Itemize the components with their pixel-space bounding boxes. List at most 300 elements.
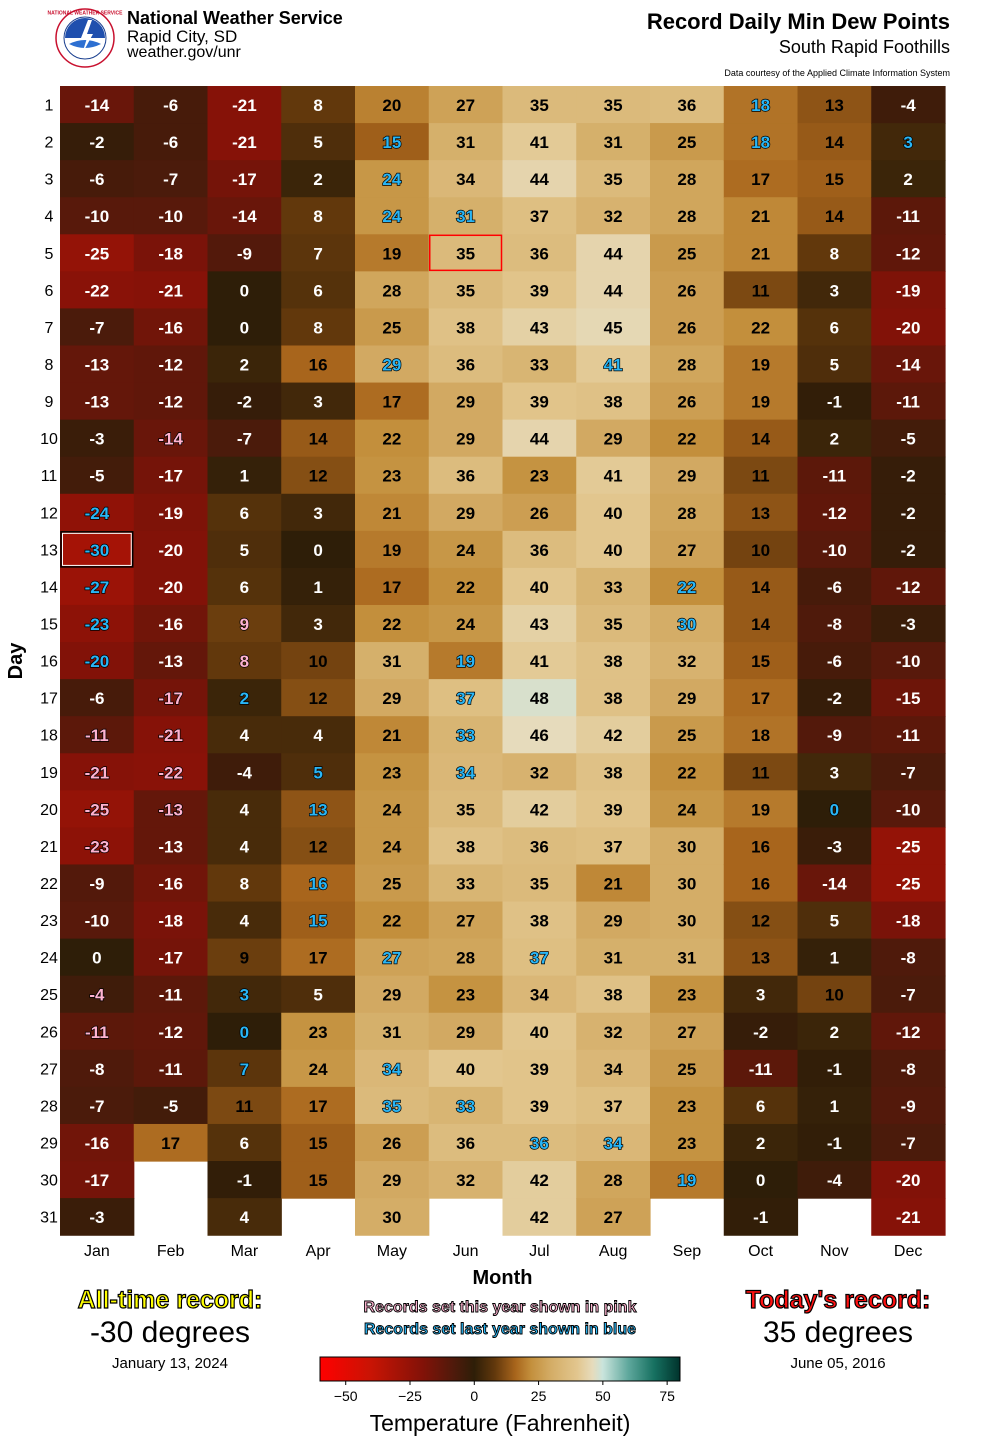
y-tick-label: 17 <box>40 690 58 708</box>
cell-value-label: -7 <box>900 985 916 1005</box>
cell-value-label: 33 <box>529 355 549 375</box>
cell-value-label: -10 <box>895 800 921 820</box>
cell-value-label: 45 <box>603 318 623 338</box>
cell-value-label: 4 <box>239 837 250 857</box>
cell-value-label: 41 <box>603 466 623 486</box>
cell-value-label: 24 <box>677 800 697 820</box>
cell-value-label: 15 <box>308 1133 328 1153</box>
cell-value-label: 30 <box>677 911 697 931</box>
cell-value-label: 36 <box>529 244 549 264</box>
chart-subtitle: South Rapid Foothills <box>778 37 950 57</box>
y-tick-label: 21 <box>40 838 58 856</box>
x-tick-label: Mar <box>230 1243 259 1260</box>
cell-value-label: -11 <box>896 207 920 227</box>
cell-value-label: 13 <box>308 800 328 820</box>
cell-value-label: -21 <box>158 726 183 746</box>
cell-value-label: -4 <box>900 96 916 116</box>
cell-value-label: -7 <box>900 763 916 783</box>
cell-value-label: 5 <box>313 763 323 783</box>
cell-value-label: -12 <box>895 1022 921 1042</box>
cell-value-label: 14 <box>751 577 771 597</box>
cell-value-label: -3 <box>826 837 842 857</box>
cell-value-label: 37 <box>529 948 549 968</box>
cell-value-label: 0 <box>313 540 323 560</box>
cell-value-label: 14 <box>751 429 771 449</box>
cell-value-label: 32 <box>677 652 697 672</box>
cell-value-label: 21 <box>751 244 771 264</box>
cell-value-label: 36 <box>677 96 697 116</box>
cell-value-label: 38 <box>456 318 476 338</box>
x-tick-label: Aug <box>598 1243 628 1260</box>
cell-value-label: 2 <box>829 429 840 449</box>
y-tick-label: 22 <box>40 876 58 894</box>
x-tick-label: Jun <box>452 1243 479 1260</box>
cell-value-label: 29 <box>456 392 476 412</box>
cell-value-label: 35 <box>603 615 623 635</box>
cell-value-label: 1 <box>239 466 250 486</box>
cell-value-label: 27 <box>603 1208 623 1228</box>
cell-value-label: -7 <box>236 429 252 449</box>
y-tick-label: 26 <box>40 1024 58 1042</box>
cell-value-label: 17 <box>751 170 771 190</box>
cell-value-label: 26 <box>677 318 697 338</box>
cell-value-label: -6 <box>163 96 179 116</box>
cell-value-label: -5 <box>89 466 105 486</box>
y-tick-label: 15 <box>40 616 58 634</box>
cell-value-label: 19 <box>751 355 771 375</box>
cell-value-label: 23 <box>382 763 402 783</box>
cell-value-label: 2 <box>903 170 913 190</box>
cell-value-label: -3 <box>900 615 916 635</box>
cell-value-label: 35 <box>603 96 623 116</box>
cell-value-label: 22 <box>751 318 771 338</box>
cell-value-label: -6 <box>89 689 105 709</box>
cell-value-label: 32 <box>603 1022 623 1042</box>
cell-value-label: 22 <box>677 763 697 783</box>
cell-value-label: -17 <box>232 170 257 190</box>
cell-value-label: 20 <box>382 96 402 116</box>
cell-value-label: -22 <box>158 763 183 783</box>
cell-value-label: 41 <box>529 652 549 672</box>
x-tick-label: Apr <box>305 1243 331 1260</box>
cell-value-label: -12 <box>158 1022 183 1042</box>
cell-value-label: 39 <box>529 392 549 412</box>
cell-value-label: 3 <box>755 985 766 1005</box>
cell-value-label: 39 <box>529 281 549 301</box>
cell-value-label: 25 <box>677 1059 697 1079</box>
cell-value-label: 22 <box>677 577 697 597</box>
cell-value-label: 11 <box>751 281 770 301</box>
cell-value-label: 24 <box>308 1059 328 1079</box>
cell-value-label: 39 <box>529 1059 549 1079</box>
cell-value-label: -16 <box>84 1133 110 1153</box>
cell-value-label: 33 <box>603 577 623 597</box>
cell-value-label: -18 <box>895 911 921 931</box>
cell-value-label: 6 <box>239 1133 250 1153</box>
cell-value-label: -1 <box>826 1133 842 1153</box>
cell-value-label: -20 <box>84 652 110 672</box>
cell-value-label: 30 <box>677 837 697 857</box>
cell-value-label: 23 <box>382 466 402 486</box>
cell-value-label: -14 <box>895 355 921 375</box>
cell-value-label: -27 <box>84 577 110 597</box>
cell-value-label: -8 <box>900 948 916 968</box>
chart-title: Record Daily Min Dew Points <box>646 9 950 34</box>
cell-value-label: -9 <box>89 874 105 894</box>
cell-value-label: 35 <box>603 170 623 190</box>
cell-value-label: 11 <box>751 763 770 783</box>
cell-value-label: -23 <box>84 615 110 635</box>
cell-value-label: 32 <box>529 763 549 783</box>
cell-value-label: 12 <box>308 689 328 709</box>
y-tick-label: 2 <box>44 134 54 152</box>
colorbar-title: Temperature (Fahrenheit) <box>369 1410 631 1436</box>
cell-value-label: 2 <box>755 1133 766 1153</box>
cell-value-label: 35 <box>456 244 476 264</box>
cell-value-label: -25 <box>84 244 110 264</box>
cell-value-label: 29 <box>677 689 697 709</box>
cell-value-label: 7 <box>313 244 323 264</box>
cell-value-label: 4 <box>239 726 250 746</box>
cell-value-label: -11 <box>822 466 847 486</box>
cell-value-label: -12 <box>895 577 921 597</box>
cell-value-label: 24 <box>382 800 402 820</box>
cell-value-label: -6 <box>163 133 179 153</box>
cell-value-label: -7 <box>89 1096 105 1116</box>
cell-value-label: 36 <box>529 1133 549 1153</box>
cell-value-label: -5 <box>163 1096 179 1116</box>
cell-value-label: 31 <box>382 1022 402 1042</box>
cell-value-label: -2 <box>89 133 105 153</box>
y-tick-label: 14 <box>40 579 58 597</box>
cell-value-label: 22 <box>677 429 697 449</box>
cell-value-label: 27 <box>677 1022 697 1042</box>
cell-value-label: 23 <box>677 985 697 1005</box>
cell-value-label: 29 <box>456 1022 476 1042</box>
this-year-note: Records set this year shown in pink <box>363 1299 637 1316</box>
cell-value-label: -11 <box>158 1059 183 1079</box>
cell-value-label: -8 <box>900 1059 916 1079</box>
cell-value-label: 27 <box>456 911 476 931</box>
cell-value-label: 8 <box>239 874 250 894</box>
cell-value-label: 29 <box>677 466 697 486</box>
cell-value-label: -14 <box>158 429 183 449</box>
cell-value-label: 29 <box>603 429 623 449</box>
cell-value-label: 36 <box>456 466 476 486</box>
cell-value-label: 35 <box>456 281 476 301</box>
cell-value-label: 18 <box>751 726 771 746</box>
cell-value-label: 42 <box>529 1208 549 1228</box>
x-tick-label: Jul <box>529 1243 550 1260</box>
cell-value-label: 36 <box>456 1133 476 1153</box>
cell-value-label: 4 <box>239 800 250 820</box>
colorbar-tick-label: −25 <box>398 1388 422 1404</box>
cell-value-label: 29 <box>456 429 476 449</box>
y-tick-label: 8 <box>44 357 54 375</box>
cell-value-label: 13 <box>751 503 771 523</box>
cell-value-label: 26 <box>529 503 549 523</box>
cell-value-label: 0 <box>239 1022 250 1042</box>
y-tick-label: 7 <box>44 319 54 337</box>
cell-value-label: 26 <box>382 1133 402 1153</box>
cell-value-label: 0 <box>92 948 102 968</box>
cell-value-label: 19 <box>382 244 402 264</box>
cell-value-label: 18 <box>751 133 771 153</box>
cell-value-label: 38 <box>529 911 549 931</box>
cell-value-label: 25 <box>382 874 402 894</box>
cell-value-label: -11 <box>896 726 920 746</box>
cell-value-label: -21 <box>895 1208 921 1228</box>
cell-value-label: 38 <box>603 763 623 783</box>
cell-value-label: 3 <box>313 615 323 635</box>
cell-value-label: -13 <box>158 837 183 857</box>
y-tick-label: 28 <box>40 1098 58 1116</box>
cell-value-label: 36 <box>529 837 549 857</box>
cell-value-label: 21 <box>382 726 402 746</box>
cell-value-label: -9 <box>236 244 252 264</box>
cell-value-label: 27 <box>456 96 476 116</box>
cell-value-label: -14 <box>232 207 257 227</box>
cell-value-label: 23 <box>677 1096 697 1116</box>
cell-value-label: 7 <box>239 1059 250 1079</box>
cell-value-label: -23 <box>84 837 110 857</box>
cell-value-label: 39 <box>603 800 623 820</box>
cell-value-label: -21 <box>232 133 257 153</box>
org-url: weather.gov/unr <box>127 44 241 61</box>
cell-value-label: 3 <box>239 985 250 1005</box>
y-axis-title: Day <box>5 642 27 680</box>
cell-value-label: 4 <box>239 1208 250 1228</box>
cell-value-label: 0 <box>755 1171 766 1191</box>
cell-value-label: -24 <box>84 503 110 523</box>
cell-value-label: 4 <box>239 911 250 931</box>
cell-value-label: 29 <box>382 355 402 375</box>
cell-value-label: -13 <box>84 355 110 375</box>
cell-value-label: 17 <box>308 1096 328 1116</box>
cell-value-label: 8 <box>829 244 840 264</box>
cell-value-label: 37 <box>603 1096 623 1116</box>
cell-value-label: 29 <box>603 911 623 931</box>
cell-value-label: -14 <box>822 874 847 894</box>
cell-value-label: 17 <box>751 689 771 709</box>
cell-value-label: -10 <box>84 207 110 227</box>
cell-value-label: 31 <box>603 948 623 968</box>
cell-value-label: 21 <box>751 207 771 227</box>
cell-value-label: -11 <box>896 392 920 412</box>
cell-value-label: 5 <box>829 911 840 931</box>
y-tick-label: 27 <box>40 1061 58 1079</box>
cell-value-label: 23 <box>529 466 549 486</box>
cell-value-label: -19 <box>895 281 921 301</box>
cell-value-label: -10 <box>822 540 847 560</box>
cell-value-label: 32 <box>456 1171 476 1191</box>
cell-value-label: 8 <box>239 652 250 672</box>
cell-value-label: -21 <box>84 763 110 783</box>
colorbar-tick-label: −50 <box>333 1388 358 1404</box>
cell-value-label: 12 <box>308 837 328 857</box>
cell-value-label: 23 <box>308 1022 328 1042</box>
cell-value-label: -1 <box>753 1208 769 1228</box>
cell-value-label: 17 <box>382 392 402 412</box>
cell-value-label: 24 <box>456 615 476 635</box>
cell-value-label: 3 <box>829 763 840 783</box>
cell-value-label: 29 <box>456 503 476 523</box>
cell-value-label: 15 <box>751 652 771 672</box>
cell-value-label: 34 <box>456 170 476 190</box>
cell-value-label: 30 <box>677 874 697 894</box>
alltime-record-date: January 13, 2024 <box>112 1355 228 1372</box>
cell-value-label: 35 <box>529 96 549 116</box>
cell-value-label: 22 <box>382 615 402 635</box>
cell-value-label: 3 <box>313 392 323 412</box>
cell-value-label: 28 <box>456 948 476 968</box>
y-tick-label: 9 <box>44 394 54 412</box>
cell-value-label: 44 <box>529 170 549 190</box>
cell-value-label: -6 <box>826 577 842 597</box>
x-tick-label: Nov <box>820 1243 849 1260</box>
cell-value-label: 2 <box>239 355 250 375</box>
y-tick-label: 16 <box>40 653 58 671</box>
cell-value-label: 15 <box>824 170 844 190</box>
cell-value-label: 33 <box>456 874 476 894</box>
logo-text: NATIONAL WEATHER SERVICE <box>47 10 123 17</box>
cell-value-label: 0 <box>239 281 250 301</box>
cell-value-label: 19 <box>751 800 771 820</box>
cell-value-label: 1 <box>829 948 840 968</box>
colorbar-tick-label: 50 <box>595 1388 611 1404</box>
y-tick-label: 5 <box>44 245 54 263</box>
cell-value-label: 27 <box>677 540 697 560</box>
cell-value-label: -25 <box>895 837 921 857</box>
cell-value-label: 26 <box>677 281 697 301</box>
cell-value-label: 40 <box>529 577 549 597</box>
cell-value-label: -2 <box>236 392 252 412</box>
cell-value-label: 9 <box>239 615 250 635</box>
cell-value-label: -7 <box>163 170 179 190</box>
cell-value-label: 5 <box>239 540 250 560</box>
cell-value-label: 22 <box>456 577 476 597</box>
cell-value-label: 42 <box>529 800 549 820</box>
cell-value-label: -8 <box>89 1059 105 1079</box>
cell-value-label: 40 <box>529 1022 549 1042</box>
cell-value-label: -10 <box>895 652 921 672</box>
cell-value-label: 48 <box>529 689 549 709</box>
cell-value-label: 23 <box>456 985 476 1005</box>
org-name: National Weather Service <box>127 8 343 28</box>
cell-value-label: 19 <box>382 540 402 560</box>
cell-value-label: 38 <box>603 652 623 672</box>
cell-value-label: 11 <box>235 1096 254 1116</box>
cell-value-label: -2 <box>900 466 916 486</box>
y-tick-label: 24 <box>40 950 58 968</box>
cell-value-label: 6 <box>829 318 840 338</box>
cell-value-label: 42 <box>529 1171 549 1191</box>
y-tick-label: 6 <box>44 282 54 300</box>
cell-value-label: 1 <box>313 577 323 597</box>
colorbar-tick-label: 75 <box>659 1388 675 1404</box>
x-tick-label: May <box>376 1243 407 1260</box>
cell-value-label: 28 <box>677 170 697 190</box>
cell-value-label: -1 <box>236 1171 252 1191</box>
alltime-record-value: -30 degrees <box>89 1316 251 1349</box>
cell-value-label: 14 <box>308 429 328 449</box>
cell-value-label: 17 <box>161 1133 181 1153</box>
cell-value-label: 16 <box>308 874 328 894</box>
y-tick-label: 10 <box>40 431 58 449</box>
alltime-record-label: All-time record: <box>77 1286 263 1314</box>
cell-value-label: 34 <box>603 1133 623 1153</box>
cell-value-label: 34 <box>382 1059 402 1079</box>
cell-value-label: -4 <box>826 1171 842 1191</box>
cell-value-label: 28 <box>677 207 697 227</box>
cell-value-label: -11 <box>158 985 183 1005</box>
cell-value-label: -25 <box>895 874 921 894</box>
cell-value-label: 16 <box>751 874 771 894</box>
cell-value-label: 40 <box>603 540 623 560</box>
cell-value-label: -17 <box>158 689 183 709</box>
cell-value-label: 11 <box>751 466 770 486</box>
cell-value-label: -12 <box>895 244 921 264</box>
cell-value-label: 43 <box>529 615 549 635</box>
cell-value-label: -25 <box>84 800 110 820</box>
cell-value-label: 37 <box>456 689 476 709</box>
cell-value-label: 5 <box>313 133 323 153</box>
cell-value-label: 3 <box>903 133 913 153</box>
cell-value-label: 24 <box>382 837 402 857</box>
cell-value-label: 29 <box>382 985 402 1005</box>
cell-value-label: 36 <box>529 540 549 560</box>
cell-value-label: -20 <box>895 1171 921 1191</box>
cell-value-label: -20 <box>158 540 183 560</box>
cell-value-label: 26 <box>677 392 697 412</box>
cell-value-label: 44 <box>603 244 623 264</box>
city-name: Rapid City, SD <box>127 27 238 46</box>
cell-value-label: 17 <box>382 577 402 597</box>
cell-value-label: -21 <box>232 96 257 116</box>
cell-value-label: 2 <box>313 170 323 190</box>
cell-value-label: 21 <box>603 874 623 894</box>
cell-value-label: 25 <box>382 318 402 338</box>
colorbar-tick-label: 0 <box>470 1388 479 1404</box>
cell-value-label: -1 <box>826 1059 842 1079</box>
cell-value-label: -1 <box>826 392 842 412</box>
cell-value-label: -18 <box>158 911 183 931</box>
colorbar <box>320 1357 680 1381</box>
cell-value-label: 12 <box>308 466 328 486</box>
cell-value-label: 8 <box>313 318 323 338</box>
cell-value-label: 9 <box>239 948 250 968</box>
cell-value-label: 30 <box>382 1208 402 1228</box>
cell-value-label: 35 <box>456 800 476 820</box>
y-tick-label: 11 <box>40 468 58 486</box>
cell-value-label: 19 <box>677 1171 697 1191</box>
cell-value-label: 38 <box>456 837 476 857</box>
cell-value-label: 0 <box>239 318 250 338</box>
y-tick-label: 12 <box>40 505 58 523</box>
cell-value-label: 30 <box>677 615 697 635</box>
cell-value-label: 19 <box>456 652 476 672</box>
today-record-value: 35 degrees <box>762 1316 914 1349</box>
cell-value-label: 40 <box>456 1059 476 1079</box>
cell-value-label: -2 <box>753 1022 769 1042</box>
x-tick-label: Sep <box>672 1243 702 1260</box>
cell-value-label: 15 <box>382 133 402 153</box>
cell-value-label: 28 <box>603 1171 623 1191</box>
cell-value-label: 41 <box>529 133 549 153</box>
cell-value-label: 34 <box>603 1059 623 1079</box>
cell-value-label: 29 <box>382 689 402 709</box>
cell-value-label: -15 <box>895 689 921 709</box>
